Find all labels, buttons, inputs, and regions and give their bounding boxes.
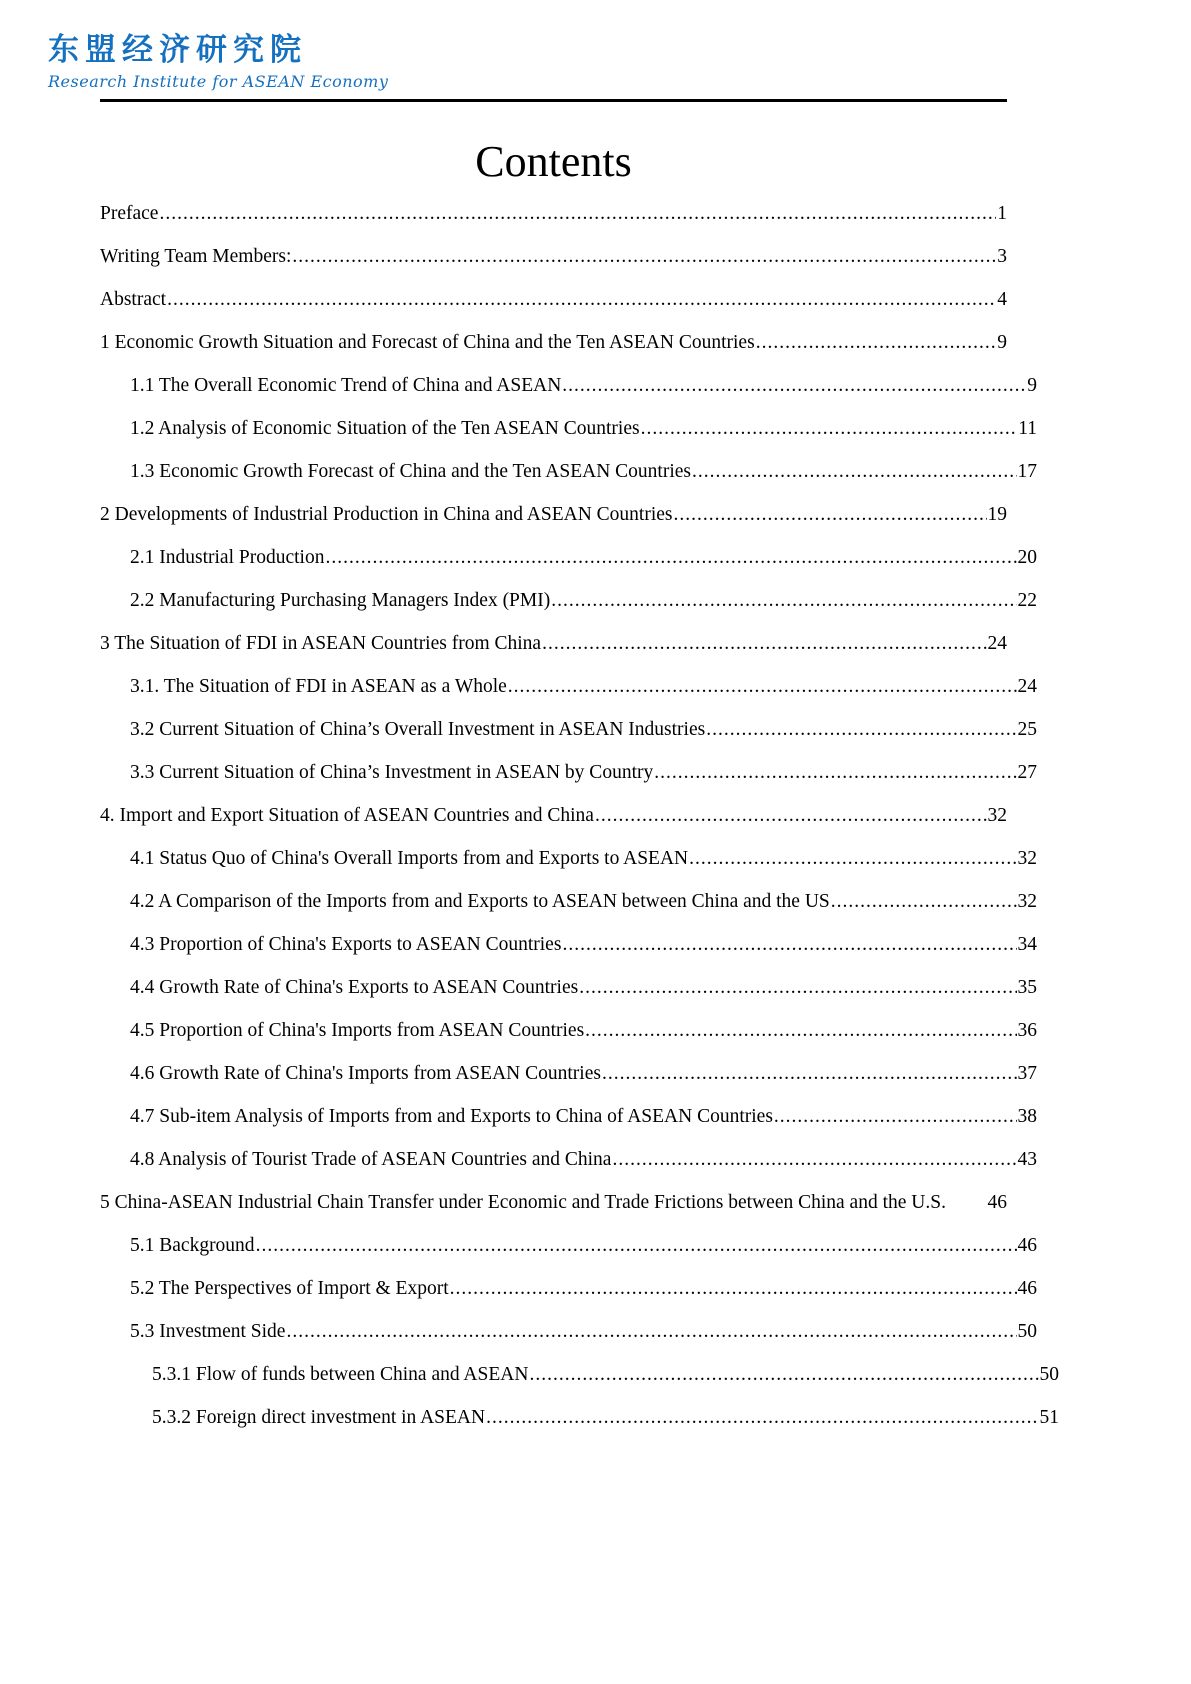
toc-page-number: 25 [1017, 719, 1037, 740]
toc-entry-title: 4.8 Analysis of Tourist Trade of ASEAN Countries and China [130, 1149, 612, 1170]
toc-page-number: 32 [987, 805, 1007, 826]
toc-entry-title: 5 China-ASEAN Industrial Chain Transfer under Economic and Trade Frictions between China and the U.S. [100, 1192, 946, 1213]
toc-entry-title: 3.2 Current Situation of China’s Overall Investment in ASEAN Industries [130, 719, 706, 740]
toc-page-number: 36 [1017, 1020, 1037, 1041]
toc-entry[interactable] [100, 1353, 1059, 1396]
toc-entry-title: 4.1 Status Quo of China's Overall Imports from and Exports to ASEAN [130, 848, 689, 869]
toc-entry[interactable] [100, 579, 1037, 622]
toc-entry[interactable] [100, 708, 1037, 751]
toc-dot-leader [450, 1267, 1017, 1310]
toc-entry[interactable] [100, 751, 1037, 794]
toc-entry[interactable] [100, 1224, 1037, 1267]
toc-page-number: 20 [1017, 547, 1037, 568]
toc-page-number: 43 [1017, 1149, 1037, 1170]
toc-entry[interactable] [100, 1138, 1037, 1181]
toc-entry-title: 4. Import and Export Situation of ASEAN Countries and China [100, 805, 594, 826]
toc-entry-title: 1.2 Analysis of Economic Situation of the Ten ASEAN Countries [130, 418, 640, 439]
toc-page-number: 1 [997, 203, 1007, 224]
toc-page-number: 32 [1017, 891, 1037, 912]
toc-entry-title: 2.1 Industrial Production [130, 547, 325, 568]
toc-dot-leader [256, 1224, 1017, 1267]
toc-entry-title: 5.3.2 Foreign direct investment in ASEAN [152, 1407, 486, 1428]
toc-list [100, 192, 1059, 1439]
toc-entry[interactable] [100, 235, 1007, 278]
toc-entry-title: 5.3 Investment Side [130, 1321, 286, 1342]
toc-page-number: 32 [1017, 848, 1037, 869]
toc-entry[interactable] [100, 966, 1037, 1009]
toc-page-number: 46 [1017, 1235, 1037, 1256]
toc-entry-title: 3.1. The Situation of FDI in ASEAN as a Whole [130, 676, 507, 697]
toc-entry-title: 5.3.1 Flow of funds between China and ASEAN [152, 1364, 529, 1385]
toc-page-number: 3 [997, 246, 1007, 267]
toc-entry[interactable] [100, 493, 1007, 536]
toc-dot-leader [325, 536, 1016, 579]
toc-page-number: 19 [987, 504, 1007, 525]
toc-dot-leader [562, 364, 1026, 407]
toc-entry-title: 4.2 A Comparison of the Imports from and Exports to ASEAN between China and the US [130, 891, 830, 912]
toc-dot-leader [612, 1138, 1016, 1181]
institute-logo-english: Research Institute for ASEAN Economy [48, 72, 389, 91]
toc-entry[interactable] [100, 837, 1037, 880]
toc-page-number: 24 [987, 633, 1007, 654]
toc-page-number: 34 [1017, 934, 1037, 955]
toc-entry[interactable] [100, 1009, 1037, 1052]
toc-entry-title: 2.2 Manufacturing Purchasing Managers Index (PMI) [130, 590, 551, 611]
toc-entry-title: 4.7 Sub-item Analysis of Imports from and Exports to China of ASEAN Countries [130, 1106, 773, 1127]
toc-entry-title: 1 Economic Growth Situation and Forecast of China and the Ten ASEAN Countries [100, 332, 755, 353]
toc-dot-leader [689, 837, 1016, 880]
toc-dot-leader [292, 235, 996, 278]
toc-entry-title: 2 Developments of Industrial Production in China and ASEAN Countries [100, 504, 673, 525]
toc-entry[interactable] [100, 622, 1007, 665]
toc-dot-leader [167, 278, 996, 321]
toc-entry[interactable] [100, 1267, 1037, 1310]
toc-page-number: 51 [1039, 1407, 1059, 1428]
toc-entry[interactable] [100, 364, 1037, 407]
toc-page-number: 50 [1039, 1364, 1059, 1385]
toc-page-number: 37 [1017, 1063, 1037, 1084]
toc-page-number: 17 [1017, 461, 1037, 482]
toc-dot-leader [654, 751, 1016, 794]
toc-page-number: 9 [1027, 375, 1037, 396]
toc-page-number: 46 [987, 1192, 1007, 1213]
toc-dot-leader [585, 1009, 1016, 1052]
toc-page-number: 50 [1017, 1321, 1037, 1342]
toc-entry[interactable] [100, 450, 1037, 493]
toc-dot-leader [831, 880, 1017, 923]
toc-dot-leader [595, 794, 987, 837]
toc-dot-leader [542, 622, 986, 665]
toc-page-number: 24 [1017, 676, 1037, 697]
toc-page-number: 22 [1017, 590, 1037, 611]
toc-entry[interactable] [100, 536, 1037, 579]
institute-logo-chinese: 东盟经济研究院 [48, 32, 307, 68]
toc-dot-leader [692, 450, 1017, 493]
toc-dot-leader [641, 407, 1018, 450]
toc-entry-title: 3.3 Current Situation of China’s Investment in ASEAN by Country [130, 762, 654, 783]
toc-entry[interactable] [100, 1052, 1037, 1095]
toc-entry-title: Abstract [100, 289, 167, 310]
toc-entry[interactable] [100, 192, 1007, 235]
toc-entry[interactable] [100, 1310, 1037, 1353]
toc-dot-leader [562, 923, 1016, 966]
toc-entry[interactable] [100, 1396, 1059, 1439]
toc-entry[interactable] [100, 665, 1037, 708]
institute-logo [48, 30, 388, 91]
toc-entry-title: 3 The Situation of FDI in ASEAN Countries from China [100, 633, 542, 654]
toc-entry-title: Writing Team Members: [100, 246, 292, 267]
page-title: Contents [475, 137, 632, 186]
toc-entry[interactable] [100, 923, 1037, 966]
toc-dot-leader [286, 1310, 1016, 1353]
toc-dot-leader [602, 1052, 1017, 1095]
toc-entry[interactable] [100, 794, 1007, 837]
toc-entry[interactable] [100, 278, 1007, 321]
toc-entry-title: Preface [100, 203, 159, 224]
toc-dot-leader [579, 966, 1016, 1009]
toc-dot-leader [756, 321, 997, 364]
toc-page-number: 27 [1017, 762, 1037, 783]
toc-entry[interactable] [100, 1095, 1037, 1138]
toc-entry-title: 4.4 Growth Rate of China's Exports to ASEAN Countries [130, 977, 579, 998]
toc-entry-title: 4.5 Proportion of China's Imports from ASEAN Countries [130, 1020, 585, 1041]
contents-section [100, 130, 1059, 1439]
toc-page-number: 46 [1017, 1278, 1037, 1299]
toc-dot-leader [529, 1353, 1038, 1396]
toc-page-number: 38 [1017, 1106, 1037, 1127]
toc-page-number: 9 [997, 332, 1007, 353]
toc-entry-title: 1.3 Economic Growth Forecast of China and the Ten ASEAN Countries [130, 461, 691, 482]
toc-page-number: 4 [997, 289, 1007, 310]
toc-entry[interactable] [100, 321, 1007, 364]
toc-dot-leader [508, 665, 1017, 708]
toc-entry-title: 4.6 Growth Rate of China's Imports from ASEAN Countries [130, 1063, 601, 1084]
toc-entry-title: 5.1 Background [130, 1235, 255, 1256]
toc-dot-leader [673, 493, 986, 536]
toc-entry[interactable] [100, 880, 1037, 923]
toc-dot-leader [159, 192, 996, 235]
toc-dot-leader [706, 708, 1016, 751]
toc-entry-title: 1.1 The Overall Economic Trend of China and ASEAN [130, 375, 562, 396]
toc-entry[interactable] [100, 1181, 1007, 1224]
toc-dot-leader [551, 579, 1016, 622]
toc-entry-title: 4.3 Proportion of China's Exports to ASEAN Countries [130, 934, 562, 955]
toc-page-number: 11 [1018, 418, 1037, 439]
toc-dot-leader [486, 1396, 1038, 1439]
toc-entry-title: 5.2 The Perspectives of Import & Export [130, 1278, 449, 1299]
header-divider [100, 99, 1007, 102]
toc-entry[interactable] [100, 407, 1037, 450]
toc-dot-leader [774, 1095, 1017, 1138]
toc-page-number: 35 [1017, 977, 1037, 998]
